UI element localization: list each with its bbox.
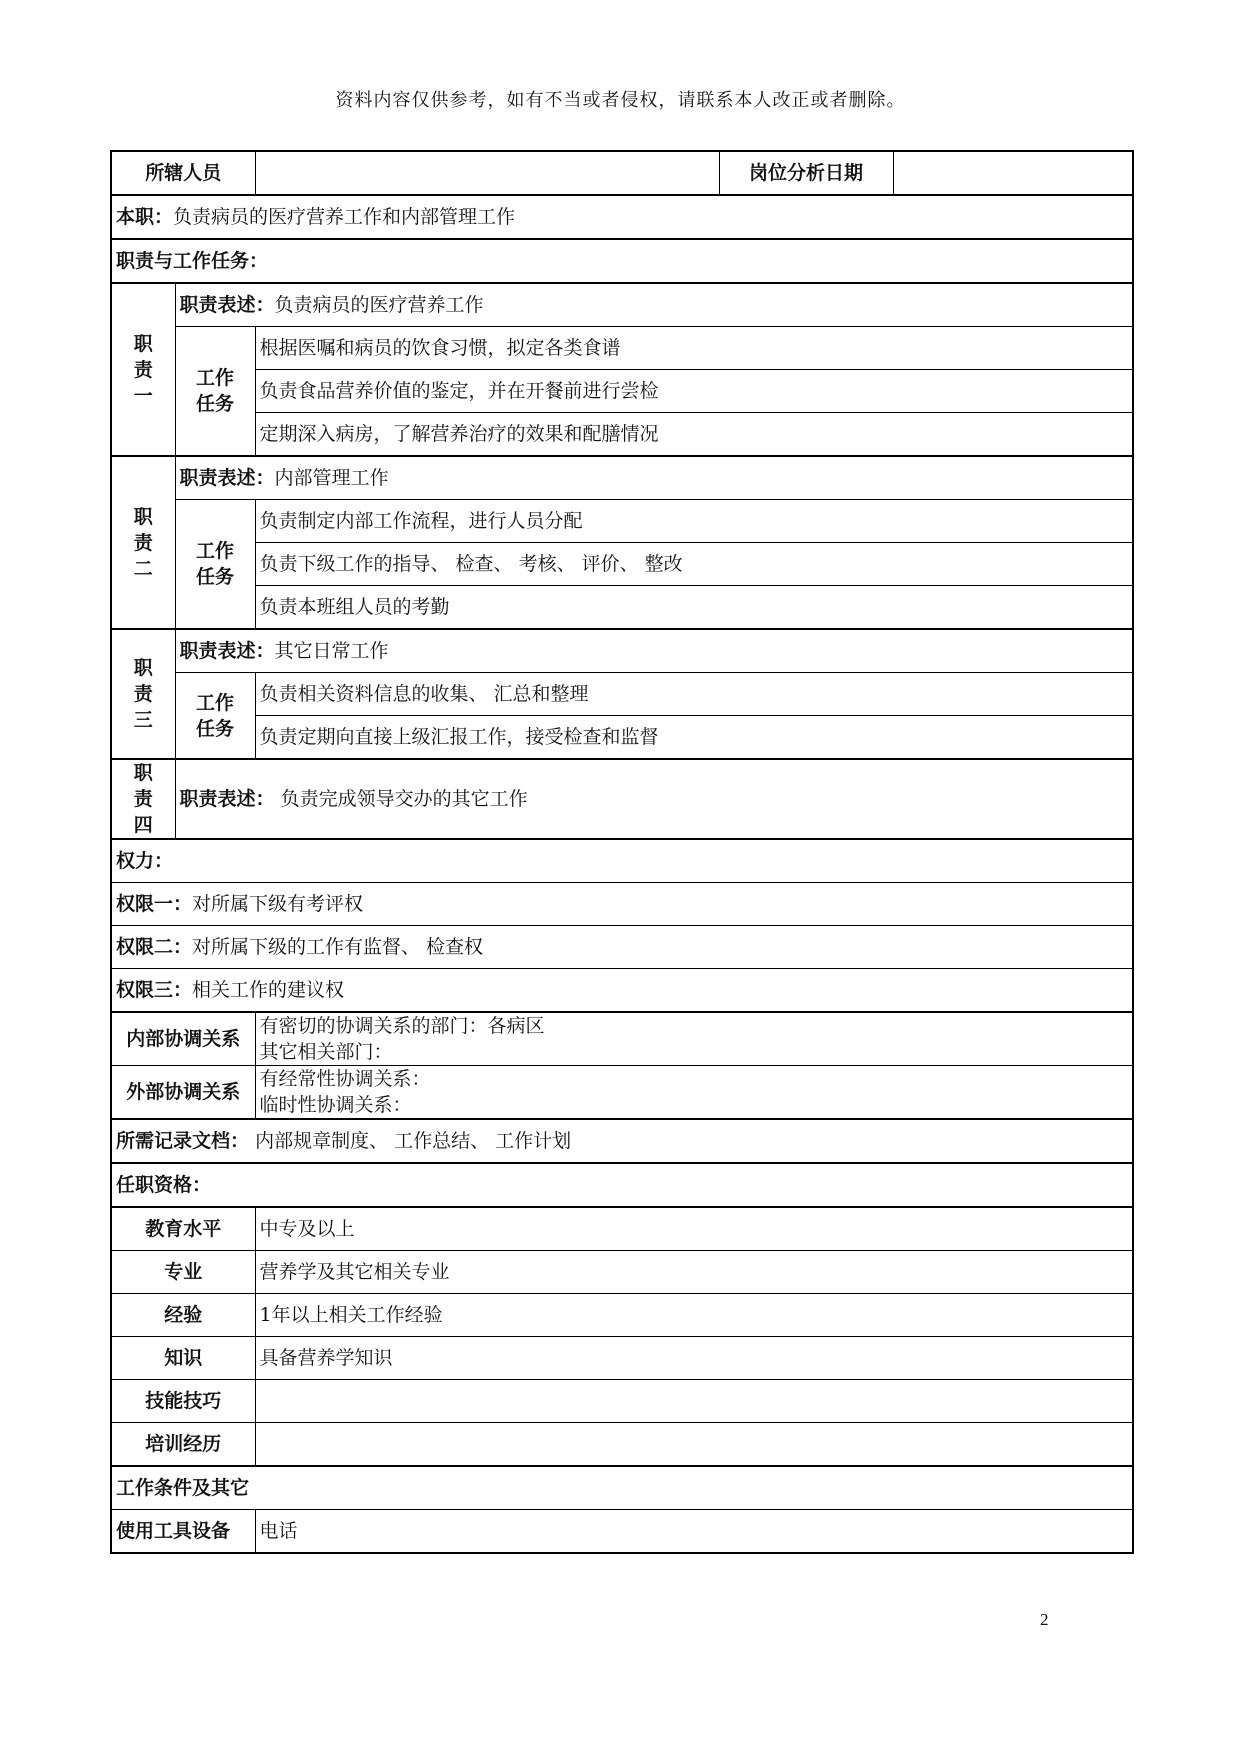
row-authority-1 xyxy=(111,883,1133,926)
row-qualifications-header xyxy=(111,1163,1133,1207)
duty-1-task-row xyxy=(111,413,1133,457)
knowledge-value: 具备营养学知识 xyxy=(255,1337,1133,1380)
duty-statement-label: 职责表述： xyxy=(179,640,275,662)
education-label: 教育水平 xyxy=(111,1207,255,1251)
row-records xyxy=(111,1119,1133,1163)
duty-3-statement: 其它日常工作 xyxy=(274,640,389,662)
row-conditions-header xyxy=(111,1466,1133,1510)
analysis-date-label: 岗位分析日期 xyxy=(719,151,893,195)
analysis-date-value[interactable] xyxy=(893,151,1133,195)
qualifications-header: 任职资格： xyxy=(111,1163,1133,1207)
conditions-header: 工作条件及其它 xyxy=(111,1466,1133,1510)
duty-1-task-row xyxy=(111,370,1133,413)
duty-2-statement: 内部管理工作 xyxy=(274,467,389,489)
row-knowledge xyxy=(111,1337,1133,1380)
duty-1-statement: 负责病员的医疗营养工作 xyxy=(274,294,484,316)
duty-3-name: 职 责 三 xyxy=(111,629,175,759)
external-coordination-line-2: 临时性协调关系： xyxy=(259,1094,412,1116)
knowledge-label: 知识 xyxy=(111,1337,255,1380)
row-authority-header xyxy=(111,839,1133,883)
subordinates-label: 所辖人员 xyxy=(111,151,255,195)
authority-header: 权力： xyxy=(111,839,1133,883)
major-label: 专业 xyxy=(111,1251,255,1294)
experience-value: 1年以上相关工作经验 xyxy=(255,1294,1133,1337)
duty-4-name: 职 责 四 xyxy=(111,759,175,839)
row-authority-3 xyxy=(111,969,1133,1013)
major-value: 营养学及其它相关专业 xyxy=(255,1251,1133,1294)
records-label: 所需记录文档： xyxy=(116,1130,250,1152)
duty-1-tasks-label: 工作 任务 xyxy=(175,327,255,457)
row-internal-coordination xyxy=(111,1012,1133,1066)
internal-coordination-line-1: 有密切的协调关系的部门：各病区 xyxy=(259,1015,545,1037)
duty-statement-label: 职责表述： xyxy=(179,788,275,810)
duty-2-statement-row xyxy=(111,456,1133,500)
tools-label: 使用工具设备 xyxy=(111,1510,255,1554)
authority-2-label: 权限二： xyxy=(116,936,193,958)
duty-statement-label: 职责表述： xyxy=(179,294,275,316)
row-experience xyxy=(111,1294,1133,1337)
records-value: 内部规章制度、 工作总结、 工作计划 xyxy=(255,1130,572,1152)
row-authority-2 xyxy=(111,926,1133,969)
authority-2-value: 对所属下级的工作有监督、 检查权 xyxy=(192,936,484,958)
duty-3-tasks-label: 工作 任务 xyxy=(175,673,255,760)
duty-1-task-3: 定期深入病房，了解营养治疗的效果和配膳情况 xyxy=(255,413,1133,457)
page-number: 2 xyxy=(1040,1610,1049,1629)
duty-3-task-1: 负责相关资料信息的收集、 汇总和整理 xyxy=(255,673,1133,716)
duty-2-task-row xyxy=(111,543,1133,586)
row-tools xyxy=(111,1510,1133,1554)
duty-1-task-1: 根据医嘱和病员的饮食习惯，拟定各类食谱 xyxy=(255,327,1133,370)
authority-1-label: 权限一： xyxy=(116,893,193,915)
training-label: 培训经历 xyxy=(111,1423,255,1467)
duty-1-statement-row xyxy=(111,283,1133,327)
skills-label: 技能技巧 xyxy=(111,1380,255,1423)
duty-2-task-row xyxy=(111,586,1133,630)
tools-value: 电话 xyxy=(255,1510,1133,1554)
row-main-duty xyxy=(111,195,1133,239)
row-external-coordination xyxy=(111,1066,1133,1120)
row-subordinates xyxy=(111,151,1133,195)
row-education xyxy=(111,1207,1133,1251)
duty-2-name: 职 责 二 xyxy=(111,456,175,629)
authority-3-label: 权限三： xyxy=(116,979,193,1001)
duty-2-task-row xyxy=(111,500,1133,543)
internal-coordination-line-2: 其它相关部门： xyxy=(259,1041,393,1063)
main-duty-value: 负责病员的医疗营养工作和内部管理工作 xyxy=(173,206,516,228)
authority-3-value: 相关工作的建议权 xyxy=(192,979,345,1001)
duty-4-statement-row xyxy=(111,759,1133,839)
external-coordination-line-1: 有经常性协调关系： xyxy=(259,1068,431,1090)
duty-2-tasks-label: 工作 任务 xyxy=(175,500,255,630)
row-major xyxy=(111,1251,1133,1294)
duty-2-task-3: 负责本班组人员的考勤 xyxy=(255,586,1133,630)
duty-1-task-row xyxy=(111,327,1133,370)
skills-value[interactable] xyxy=(255,1380,1133,1423)
subordinates-value[interactable] xyxy=(255,151,719,195)
authority-1-value: 对所属下级有考评权 xyxy=(192,893,364,915)
duty-1-name: 职 责 一 xyxy=(111,283,175,456)
duty-statement-label: 职责表述： xyxy=(179,467,275,489)
row-skills xyxy=(111,1380,1133,1423)
internal-coordination-label: 内部协调关系 xyxy=(111,1012,255,1066)
duty-2-task-1: 负责制定内部工作流程，进行人员分配 xyxy=(255,500,1133,543)
duty-3-task-row xyxy=(111,716,1133,760)
row-duties-header xyxy=(111,239,1133,283)
duty-3-task-2: 负责定期向直接上级汇报工作，接受检查和监督 xyxy=(255,716,1133,760)
row-training xyxy=(111,1423,1133,1467)
duty-4-statement: 负责完成领导交办的其它工作 xyxy=(280,788,528,810)
training-value[interactable] xyxy=(255,1423,1133,1467)
job-description-table xyxy=(110,150,1134,1554)
experience-label: 经验 xyxy=(111,1294,255,1337)
duties-header: 职责与工作任务： xyxy=(111,239,1133,283)
header-note: 资料内容仅供参考，如有不当或者侵权，请联系本人改正或者删除。 xyxy=(335,90,906,111)
duty-1-task-2: 负责食品营养价值的鉴定，并在开餐前进行尝检 xyxy=(255,370,1133,413)
duty-2-task-2: 负责下级工作的指导、 检查、 考核、 评价、 整改 xyxy=(255,543,1133,586)
education-value: 中专及以上 xyxy=(255,1207,1133,1251)
duty-3-statement-row xyxy=(111,629,1133,673)
external-coordination-label: 外部协调关系 xyxy=(111,1066,255,1120)
duty-3-task-row xyxy=(111,673,1133,716)
main-duty-label: 本职： xyxy=(116,206,174,228)
